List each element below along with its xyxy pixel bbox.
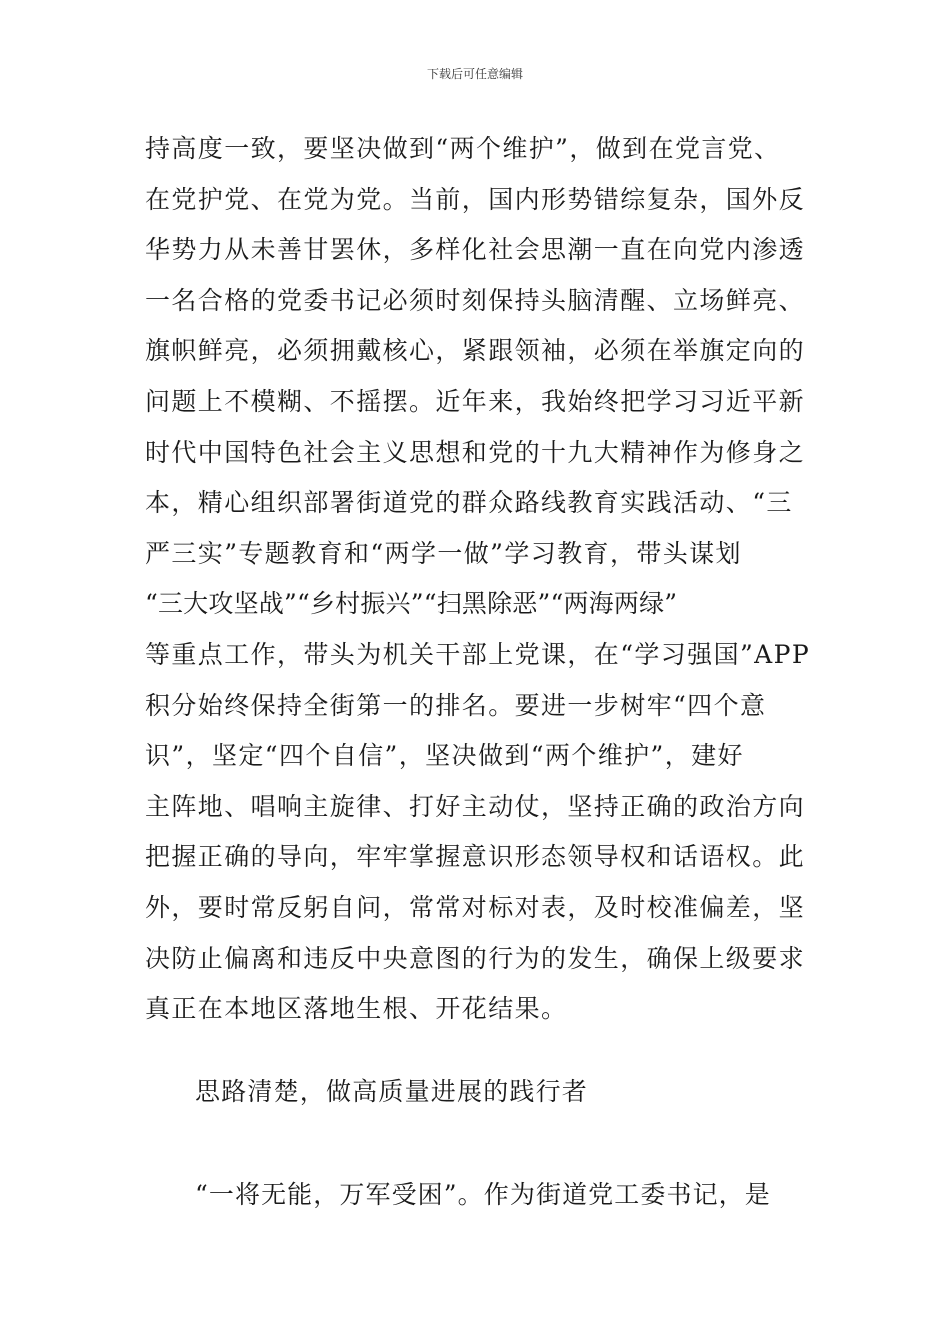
- body-line: 本，精心组织部署街道党的群众路线教育实践活动、“三: [145, 488, 793, 518]
- section-heading: 思路清楚，做高质量进展的践行者: [195, 1077, 589, 1106]
- body-line: 把握正确的导向，牢牢掌握意识形态领导权和话语权。此: [145, 842, 806, 872]
- paragraph-start: “一将无能，万军受困”。作为街道党工委书记，是: [195, 1180, 771, 1209]
- body-line: 持高度一致，要坚决做到“两个维护”，做到在党言党、: [145, 134, 781, 163]
- body-line: 严三实”专题教育和“两学一做”学习教育，带头谋划: [145, 538, 742, 568]
- body-line: 问题上不模糊、不摇摆。近年来，我始终把学习习近平新: [145, 386, 806, 416]
- body-line: 决防止偏离和违反中央意图的行为的发生，确保上级要求: [145, 943, 806, 973]
- body-line: 等重点工作，带头为机关干部上党课，在“学习强国”APP: [145, 639, 811, 669]
- body-line: 识”，坚定“四个自信”，坚决做到“两个维护”，建好: [145, 741, 744, 771]
- body-line: 主阵地、唱响主旋律、打好主动仗，坚持正确的政治方向: [145, 791, 806, 821]
- body-line: 一名合格的党委书记必须时刻保持头脑清醒、立场鲜亮、: [145, 285, 806, 315]
- body-line: 华势力从未善甘罢休，多样化社会思潮一直在向党内渗透: [145, 235, 806, 265]
- body-line: 真正在本地区落地生根、开花结果。: [145, 994, 568, 1024]
- body-paragraph: [145, 124, 810, 1035]
- body-line: 时代中国特色社会主义思想和党的十九大精神作为修身之: [145, 437, 806, 467]
- body-line: “三大攻坚战”“乡村振兴”“扫黑除恶”“两海两绿”: [145, 589, 678, 619]
- body-line: 旗帜鲜亮，必须拥戴核心，紧跟领袖，必须在举旗定向的: [145, 336, 806, 366]
- body-line: 在党护党、在党为党。当前，国内形势错综复杂，国外反: [145, 184, 806, 214]
- body-line: 积分始终保持全街第一的排名。要进一步树牢“四个意: [145, 690, 767, 720]
- page-header: 下载后可任意编辑: [426, 67, 523, 81]
- body-line: 外，要时常反躬自问，常常对标对表，及时校准偏差，坚: [145, 892, 806, 922]
